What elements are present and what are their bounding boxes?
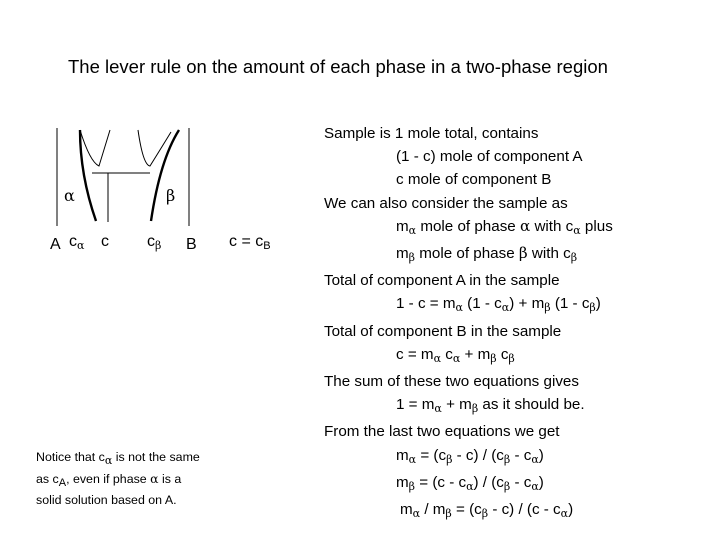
line-10 — [324, 343, 613, 370]
note-alpha-sub: α — [104, 454, 113, 467]
l10b: c — [441, 345, 453, 363]
label-alpha-phase: α — [64, 186, 75, 205]
page-title: The lever rule on the amount of each phase in a two-phase region — [68, 56, 608, 77]
l15e: ) — [538, 473, 544, 491]
l5d: plus — [580, 217, 613, 235]
l5-alpha: α — [519, 216, 531, 235]
c-alpha-sub: α — [77, 239, 85, 252]
label-c-alpha — [69, 233, 84, 252]
label-axis-b: B — [186, 236, 197, 253]
l5b: mole of phase — [420, 217, 520, 235]
l8-s4: β — [589, 301, 596, 315]
line-5 — [324, 215, 613, 242]
l16b: / m — [420, 501, 446, 519]
line-1: Sample is 1 mole total, contains — [324, 125, 539, 142]
l10-s4: β — [508, 351, 515, 365]
l14-s3: β — [503, 452, 511, 466]
l14c: - c) / (c — [452, 446, 504, 464]
line-16 — [324, 498, 613, 525]
l6-sub-b: β — [570, 251, 578, 265]
l8a: 1 - c = m — [396, 295, 456, 313]
l14e: ) — [538, 446, 544, 464]
note-l2b: A — [58, 476, 67, 489]
l16d: - c) / (c - c — [488, 501, 561, 519]
c-alpha-c: c — [69, 233, 77, 250]
c-beta-sub: β — [155, 239, 162, 252]
l5-sub-a: α — [408, 223, 417, 237]
line-2: (1 - c) mole of component A — [396, 148, 583, 166]
l5c: with c — [530, 217, 574, 235]
l12c: as it should be. — [478, 396, 585, 414]
l12-s2: β — [471, 402, 479, 416]
l12-s1: α — [434, 402, 442, 416]
l15-s4: α — [531, 479, 539, 493]
l10c: + m — [460, 345, 491, 363]
l12b: + m — [441, 396, 472, 414]
line-14 — [324, 444, 613, 471]
explanation-panel — [324, 122, 613, 525]
note-text — [36, 449, 200, 510]
l15a: m — [396, 473, 409, 491]
c-beta-c: c — [147, 233, 155, 250]
l8-s1: α — [455, 301, 463, 315]
l8-s3: β — [544, 301, 551, 315]
l5a: m — [396, 217, 409, 235]
l16e: ) — [568, 501, 574, 519]
l14-s1: α — [408, 452, 417, 466]
l6a: m — [396, 245, 409, 263]
l8e: ) — [595, 295, 601, 313]
l16-s3: β — [481, 507, 489, 521]
l14-s2: β — [446, 452, 453, 466]
l10-s3: β — [490, 351, 497, 365]
l12a: 1 = m — [396, 396, 435, 414]
l8c: ) + m — [509, 295, 545, 313]
line-15 — [324, 471, 613, 498]
l16-s4: α — [560, 507, 569, 521]
label-c-overall: c — [101, 233, 109, 250]
line-12 — [324, 393, 613, 420]
l10-s2: α — [452, 351, 461, 365]
note-l2d: is a — [158, 471, 182, 486]
l6b: mole of phase — [419, 245, 519, 263]
l8-s2: α — [501, 301, 510, 315]
line-6 — [324, 242, 613, 269]
l15-s3: β — [503, 479, 511, 493]
l14-s4: α — [531, 452, 539, 466]
l14a: m — [396, 446, 409, 464]
line-9: Total of component B in the sample — [324, 322, 562, 340]
note-l1b: is not the same — [112, 450, 200, 464]
line-3: c mole of component B — [396, 171, 552, 189]
l15c: ) / (c — [473, 473, 504, 491]
alpha-phase-boundary — [80, 130, 96, 221]
l16-s2: β — [445, 507, 452, 521]
l15d: - c — [510, 473, 532, 491]
line-7: Total of component A in the sample — [324, 272, 560, 290]
line-4: We can also consider the sample as — [324, 194, 568, 212]
label-c-beta — [147, 233, 161, 252]
l14b: = (c — [416, 446, 447, 464]
line-11: The sum of these two equations gives — [324, 373, 579, 391]
note-l2a: as c — [36, 471, 59, 486]
l6-beta: β — [518, 244, 528, 263]
line-13: From the last two equations we get — [324, 423, 560, 441]
line-8 — [324, 292, 613, 319]
l10-s1: α — [433, 351, 441, 365]
l10d: c — [496, 345, 509, 363]
l15b: = (c - c — [415, 473, 467, 491]
note-alpha: α — [150, 470, 159, 486]
l8d: (1 - c — [550, 295, 590, 313]
note-l3: solid solution based on A. — [36, 493, 177, 507]
l6c: with c — [527, 245, 571, 263]
beta-phase-boundary — [151, 130, 179, 221]
note-l2c: , even if phase — [66, 471, 151, 486]
c-eq-sub: B — [263, 240, 271, 252]
label-axis-a: A — [50, 236, 61, 253]
l6-sub-a: β — [408, 251, 416, 265]
l8b: (1 - c — [462, 295, 502, 313]
liquidus-curve-left — [80, 130, 110, 166]
l15-s1: β — [408, 479, 416, 493]
l15-s2: α — [466, 479, 474, 493]
label-beta-phase: β — [166, 186, 176, 205]
label-c-equals-cb — [229, 233, 271, 252]
l10a: c = m — [396, 345, 434, 363]
l14d: - c — [510, 446, 532, 464]
l16c: = (c — [451, 501, 482, 519]
l16-s1: α — [412, 507, 421, 521]
note-l1a: Notice that c — [36, 450, 105, 464]
l5-sub-b: α — [573, 223, 581, 237]
l16a: m — [400, 501, 413, 519]
c-eq-text: c = c — [229, 233, 264, 250]
